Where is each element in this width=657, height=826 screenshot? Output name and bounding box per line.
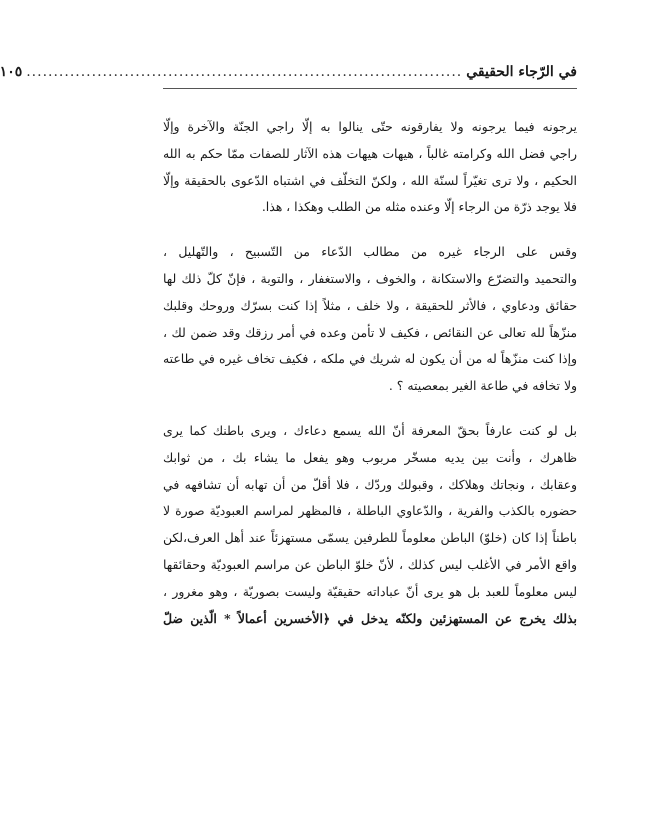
running-header: [0, 60, 577, 84]
text-line: حقائق ودعاوي ، فالأثر للحقيقة ، ولا خلف ، مثلاً إذا كنت بسرّك وروحك وقلبك: [163, 297, 577, 313]
text-line: والتحميد والتضرّع والاستكانة ، والخوف ، والاستغفار ، والتوبة ، فإنّ كلّ ذلك لها: [163, 270, 577, 286]
body-text: [163, 114, 577, 650]
text-line: ولا تخافه في طاعة الغير بمعصيته ؟ .: [388, 378, 577, 394]
text-line: بل لو كنت عارفاً بحقّ المعرفة أنّ الله يسمع دعاءك ، ويرى باطنك كما يرى: [163, 422, 577, 438]
text-line: حضوره بالكذب والفرية ، والدّعاوي الباطلة ، فالمظهر لمراسم العبوديّة صورة لا: [163, 503, 577, 519]
running-header-title: في الرّجاء الحقيقي: [466, 64, 577, 80]
text-line: يرجونه فيما يرجونه ولا يفارقونه حتّى ينالوا به إلّا راجي الجنّة والآخرة وإلّا: [163, 119, 577, 134]
text-line: بذلك يخرج عن المستهزئين ولكنّه يدخل في ﴿الأخسرين أعمالاً * الّذين ضلّ: [163, 610, 577, 626]
paragraph-1: [163, 114, 577, 221]
text-line: الحكيم ، ولا ترى تغيّراً لسنّة الله ، ولكنّ التخلّف في اشتباه الدّعوى بالحقيقة وإلّا: [163, 172, 577, 188]
text-line: وإذا كنت منزّهاً له من أن يكون له شريك في ملكه ، فكيف تخاف غيره في طاعته: [163, 351, 577, 367]
header-rule: [163, 88, 577, 89]
text-line: منزّهاً لله تعالى عن النقائص ، فكيف لا تأمن وعده في أمر رزقك وقد ضمن لك ،: [163, 324, 577, 340]
paragraph-2: [163, 239, 577, 400]
page-number: ١٠٥: [0, 64, 23, 80]
text-line: ظاهرك ، وأنت بين يديه مسخّر مربوب وهو يفعل ما يشاء بك ، من ثوابك: [163, 449, 577, 465]
dot-leader: ................................................................................: [26, 64, 463, 80]
text-line: وقس على الرجاء غيره من مطالب الدّعاء من التّسبيح ، والتّهليل ،: [163, 244, 577, 260]
text-line: واقع الأمر في الأغلب ليس كذلك ، لأنّ خلوّ الباطن عن مراسم العبوديّة وحقائقها: [163, 556, 577, 572]
paragraph-3: [163, 418, 577, 632]
text-line: باطناً إذا كان (خلوّ) الباطن معلوماً للطرفين يسمّى مستهزئاً عند أهل العرف،لكن: [163, 530, 577, 546]
text-line: فلا يوجد ذرّة من الرجاء إلّا وعنده مثله من الطلب وهكذا ، هذا.: [261, 199, 577, 215]
text-line: وعقابك ، ونجاتك وهلاكك ، وقبولك وردّك ، فلا أقلّ من أن تهابه أن تشافهه في: [163, 476, 577, 492]
text-line: ليس معلوماً للعبد بل هو يرى أنّ عباداته حقيقيّة وليست بصوريّة ، وهو مغرور ،: [163, 583, 577, 599]
text-line: راجي فضل الله وكرامته غالباً ، هيهات هيهات هذه الآثار للصفات ممّا حكم به الله: [163, 145, 577, 161]
